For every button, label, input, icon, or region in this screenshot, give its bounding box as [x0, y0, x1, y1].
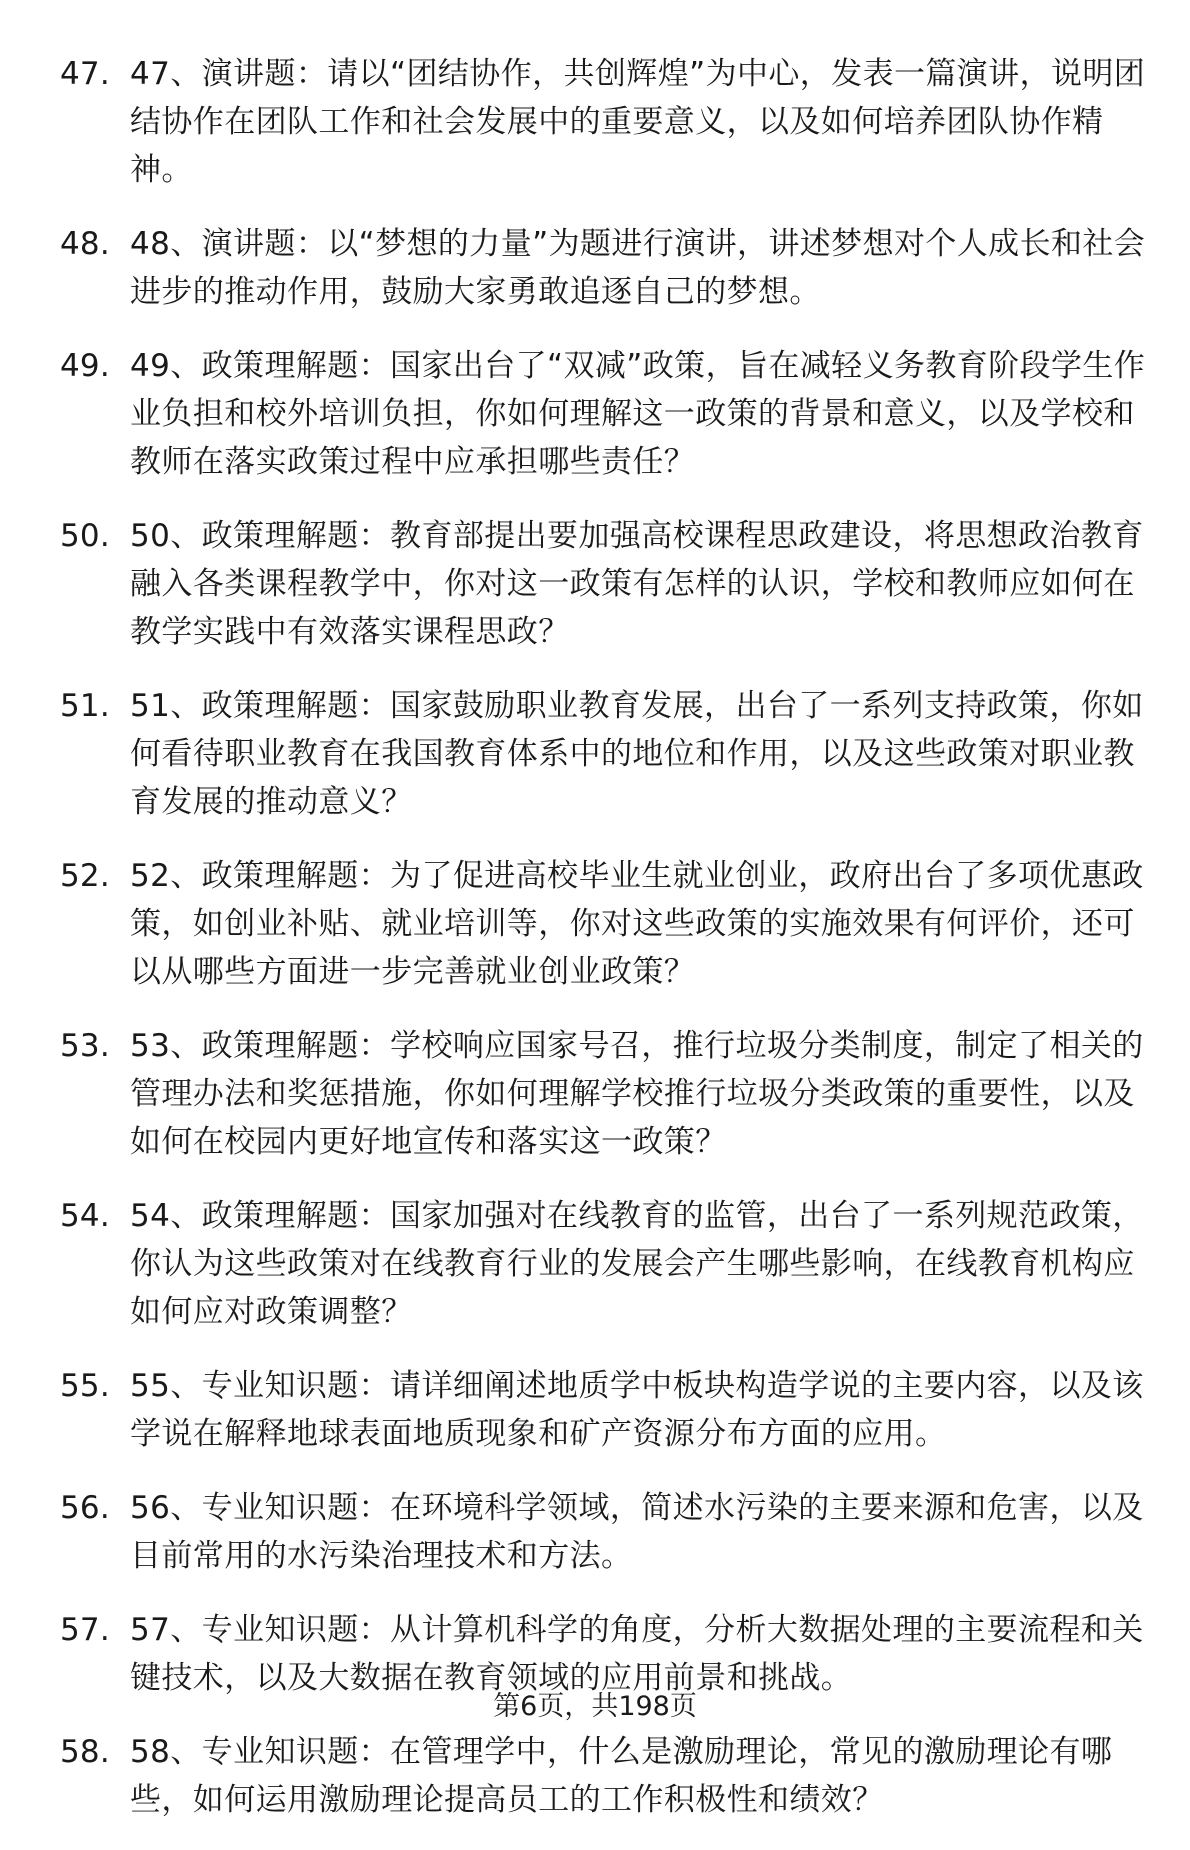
question-item — [60, 512, 1155, 656]
question-item — [60, 852, 1155, 996]
question-text: 53、政策理解题：学校响应国家号召，推行垃圾分类制度，制定了相关的管理办法和奖惩措施，你如何理解学校推行垃圾分类政策的重要性，以及如何在校园内更好地宣传和落实这一政策？ — [130, 1028, 1144, 1160]
question-number: 51. — [60, 688, 110, 724]
question-text: 47、演讲题：请以“团结协作，共创辉煌”为中心，发表一篇演讲，说明团结协作在团队工作和社会发展中的重要意义，以及如何培养团队协作精神。 — [130, 56, 1146, 188]
question-text: 50、政策理解题：教育部提出要加强高校课程思政建设，将思想政治教育融入各类课程教学中，你对这一政策有怎样的认识，学校和教师应如何在教学实践中有效落实课程思政？ — [130, 518, 1144, 650]
question-number: 57. — [60, 1612, 110, 1648]
question-item — [60, 220, 1155, 316]
question-text: 49、政策理解题：国家出台了“双减”政策，旨在减轻义务教育阶段学生作业负担和校外培训负担，你如何理解这一政策的背景和意义，以及学校和教师在落实政策过程中应承担哪些责任？ — [130, 348, 1146, 480]
question-number: 55. — [60, 1368, 110, 1404]
question-text: 52、政策理解题：为了促进高校毕业生就业创业，政府出台了多项优惠政策，如创业补贴、就业培训等，你对这些政策的实施效果有何评价，还可以从哪些方面进一步完善就业创业政策？ — [130, 858, 1144, 990]
question-text: 57、专业知识题：从计算机科学的角度，分析大数据处理的主要流程和关键技术，以及大数据在教育领域的应用前景和挑战。 — [130, 1612, 1144, 1696]
question-item — [60, 342, 1155, 486]
question-number: 54. — [60, 1198, 110, 1234]
question-text: 48、演讲题：以“梦想的力量”为题进行演讲，讲述梦想对个人成长和社会进步的推动作用，鼓励大家勇敢追逐自己的梦想。 — [130, 226, 1146, 310]
question-text: 56、专业知识题：在环境科学领域，简述水污染的主要来源和危害，以及目前常用的水污染治理技术和方法。 — [130, 1490, 1144, 1574]
question-text: 55、专业知识题：请详细阐述地质学中板块构造学说的主要内容，以及该学说在解释地球表面地质现象和矿产资源分布方面的应用。 — [130, 1368, 1144, 1452]
question-item — [60, 1022, 1155, 1166]
question-item — [60, 1362, 1155, 1458]
question-number: 48. — [60, 226, 110, 262]
question-number: 58. — [60, 1734, 110, 1770]
question-item — [60, 1192, 1155, 1336]
page-number: 第6页，共198页 — [493, 1691, 697, 1722]
question-number: 56. — [60, 1490, 110, 1526]
question-number: 53. — [60, 1028, 110, 1064]
question-number: 52. — [60, 858, 110, 894]
question-item — [60, 682, 1155, 826]
question-item — [60, 1484, 1155, 1580]
question-number: 47. — [60, 56, 110, 92]
question-number: 49. — [60, 348, 110, 384]
question-text: 54、政策理解题：国家加强对在线教育的监管，出台了一系列规范政策，你认为这些政策对在线教育行业的发展会产生哪些影响，在线教育机构应如何应对政策调整？ — [130, 1198, 1144, 1330]
question-list — [60, 50, 1155, 1850]
question-number: 50. — [60, 518, 110, 554]
question-item — [60, 1728, 1155, 1824]
question-item — [60, 50, 1155, 194]
question-text: 58、专业知识题：在管理学中，什么是激励理论，常见的激励理论有哪些，如何运用激励理论提高员工的工作积极性和绩效？ — [130, 1734, 1113, 1818]
question-text: 51、政策理解题：国家鼓励职业教育发展，出台了一系列支持政策，你如何看待职业教育在我国教育体系中的地位和作用，以及这些政策对职业教育发展的推动意义？ — [130, 688, 1144, 820]
